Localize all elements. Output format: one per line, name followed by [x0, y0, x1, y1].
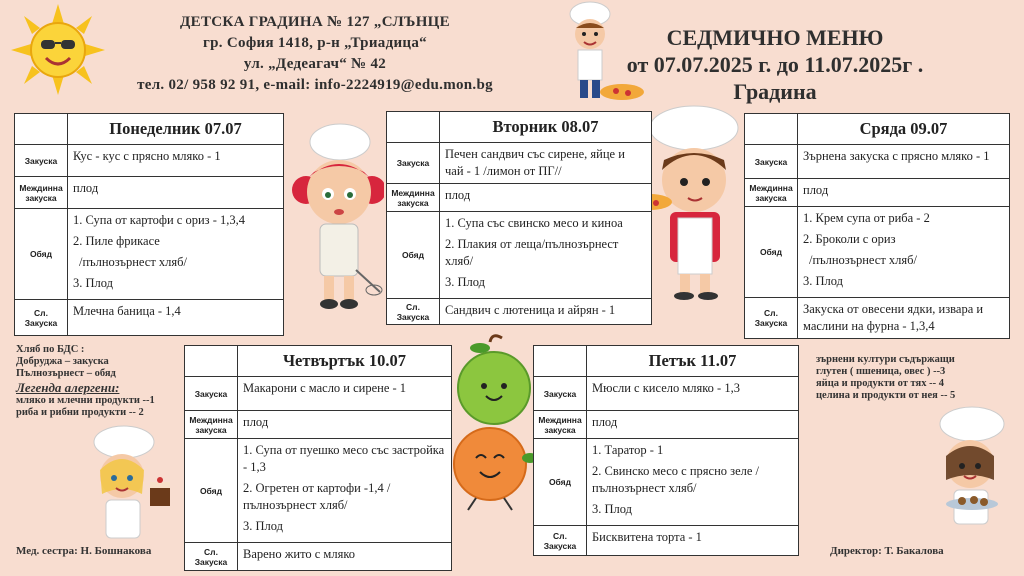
label-lunch: Обяд [185, 439, 238, 543]
day-table-thursday [184, 345, 452, 571]
allergen-3b: глутен ( пшеница, овес ) --3 [816, 366, 946, 377]
afternoon-cell: Сандвич с лютеница и айрян - 1 [440, 299, 652, 325]
day-title: Четвъртък 10.07 [238, 346, 452, 377]
day-table-tuesday [386, 111, 652, 325]
label-lunch: Обяд [534, 439, 587, 526]
kindergarten-street: ул. „Дедеагач“ № 42 [243, 56, 387, 72]
snack-cell: плод [440, 184, 652, 212]
corner-cell [15, 114, 68, 145]
corner-cell [745, 114, 798, 145]
allergen-notes-right [816, 354, 1016, 402]
snack-cell: плод [587, 411, 799, 439]
label-breakfast: Закуска [15, 145, 68, 177]
bread-note-breakfast: Добруджа – закуска [16, 356, 109, 367]
lunch-item: 2. Пиле фрикасе [73, 234, 160, 248]
label-breakfast: Закуска [534, 377, 587, 411]
bread-note-title: Хляб по БДС : [16, 344, 85, 355]
breakfast-cell: Макарони с масло и сирене - 1 [238, 377, 452, 411]
afternoon-cell: Бисквитена торта - 1 [587, 526, 799, 556]
lunch-cell [68, 209, 284, 300]
lunch-item: 1. Крем супа от риба - 2 [803, 211, 930, 225]
chef-girl-cookies-icon [924, 404, 1024, 534]
lunch-item: 2. Свинско месо с прясно зеле /пълнозърнест хляб/ [592, 464, 760, 495]
snack-cell: плод [798, 179, 1010, 207]
lunch-item: /пълнозърнест хляб/ [809, 253, 917, 267]
lunch-item: 2. Огретен от картофи -1,4 /пълнозърнест хляб/ [243, 481, 391, 512]
label-breakfast: Закуска [185, 377, 238, 411]
day-title: Сряда 09.07 [798, 114, 1010, 145]
label-lunch: Обяд [15, 209, 68, 300]
label-snack: Междинна закуска [745, 179, 798, 207]
chef-boy-pizza-icon [548, 0, 648, 108]
allergen-2: риба и рибни продукти -- 2 [16, 407, 144, 418]
day-table-monday [14, 113, 284, 336]
breakfast-cell: Кус - кус с прясно мляко - 1 [68, 145, 284, 177]
chef-girl-mixer-icon [284, 120, 384, 320]
allergen-legend-title: Легенда алергени: [16, 380, 120, 395]
breakfast-cell: Печен сандвич със сирене, яйце и чай - 1 /лимон от ПГ// [440, 143, 652, 184]
afternoon-cell: Млечна баница - 1,4 [68, 300, 284, 336]
lunch-item: 2. Броколи с ориз [803, 232, 896, 246]
label-afternoon: Сл. Закуска [15, 300, 68, 336]
kindergarten-contacts: тел. 02/ 958 92 91, e-mail: info-2224919@edu.mon.bg [137, 77, 493, 93]
director-signature: Директор: Т. Бакалова [830, 545, 944, 557]
label-breakfast: Закуска [387, 143, 440, 184]
allergen-5: целина и продукти от нея -- 5 [816, 390, 956, 401]
bread-note-lunch: Пълнозърнест – обяд [16, 368, 116, 379]
lunch-item: 1. Таратор - 1 [592, 443, 664, 457]
menu-dates: от 07.07.2025 г. до 11.07.2025г . [626, 52, 924, 77]
afternoon-cell: Закуска от овесени ядки, извара и маслини на фурна - 1,3,4 [798, 298, 1010, 339]
snack-cell: плод [68, 177, 284, 209]
lunch-cell [798, 207, 1010, 298]
snack-cell: плод [238, 411, 452, 439]
label-afternoon: Сл. Закуска [534, 526, 587, 556]
day-table-wednesday [744, 113, 1010, 339]
lunch-item: 3. Плод [803, 274, 844, 288]
lunch-item: 1. Супа от пуешко месо със застройка - 1,3 [243, 443, 445, 474]
chef-girl-cake-icon [80, 424, 180, 548]
apple-orange-icon [450, 334, 540, 512]
lunch-item: 1. Супа със свинско месо и киноа [445, 216, 623, 230]
lunch-cell [238, 439, 452, 543]
allergen-1: мляко и млечни продукти --1 [16, 395, 155, 406]
afternoon-cell: Варено жито с мляко [238, 543, 452, 571]
menu-group: Градина [733, 79, 817, 104]
lunch-item: 1. Супа от картофи с ориз - 1,3,4 [73, 213, 246, 227]
lunch-item: /пълнозърнест хляб/ [79, 255, 187, 269]
bread-allergen-notes [16, 344, 186, 419]
lunch-cell [440, 212, 652, 299]
corner-cell [534, 346, 587, 377]
day-title: Петък 11.07 [587, 346, 799, 377]
label-snack: Междинна закуска [387, 184, 440, 212]
lunch-item: 3. Плод [445, 275, 486, 289]
sun-icon [8, 2, 108, 97]
label-lunch: Обяд [387, 212, 440, 299]
corner-cell [387, 112, 440, 143]
day-title: Вторник 08.07 [440, 112, 652, 143]
menu-heading: СЕДМИЧНО МЕНЮ [666, 25, 884, 50]
label-breakfast: Закуска [745, 145, 798, 179]
lunch-item: 3. Плод [243, 519, 284, 533]
lunch-item: 2. Плакия от леща/пълнозърнест хляб/ [445, 237, 619, 268]
label-afternoon: Сл. Закуска [387, 299, 440, 325]
label-afternoon: Сл. Закуска [745, 298, 798, 339]
allergen-4: яйца и продукти от тях -- 4 [816, 378, 944, 389]
lunch-item: 3. Плод [73, 276, 114, 290]
allergen-3a: зърнени култури съдържащи [816, 354, 955, 365]
day-table-friday [533, 345, 799, 556]
day-title: Понеделник 07.07 [68, 114, 284, 145]
nurse-signature: Мед. сестра: Н. Бошнакова [16, 545, 152, 557]
label-snack: Междинна закуска [15, 177, 68, 209]
kindergarten-name: ДЕТСКА ГРАДИНА № 127 „СЛЪНЦЕ [180, 14, 450, 30]
label-afternoon: Сл. Закуска [185, 543, 238, 571]
label-lunch: Обяд [745, 207, 798, 298]
kindergarten-info [110, 12, 520, 96]
label-snack: Междинна закуска [534, 411, 587, 439]
breakfast-cell: Мюсли с кисело мляко - 1,3 [587, 377, 799, 411]
menu-title [610, 24, 940, 105]
lunch-cell [587, 439, 799, 526]
breakfast-cell: Зърнена закуска с прясно мляко - 1 [798, 145, 1010, 179]
corner-cell [185, 346, 238, 377]
kindergarten-city: гр. София 1418, р-н „Триадица“ [203, 35, 427, 51]
label-snack: Междинна закуска [185, 411, 238, 439]
lunch-item: 3. Плод [592, 502, 633, 516]
